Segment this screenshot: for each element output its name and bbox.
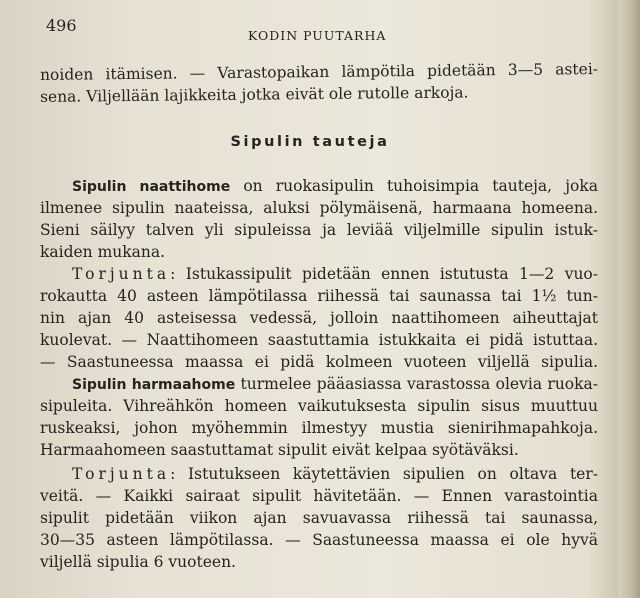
text-line: ruskeaksi, johon myöhemmin ilmestyy mustia sienirihmapahkoja. — [40, 419, 598, 437]
text-line: kuolevat. — Naattihomeen saastuttamia istukkaita ei pidä istuttaa. — [40, 331, 598, 349]
text-span: on ruokasipulin tuhoisimpia tauteja, joka — [230, 177, 598, 195]
text-line: nin ajan 40 asteisessa vedessä, jolloin naattihomeen aiheuttajat — [40, 309, 598, 327]
text-line: sipuleita. Vihreähkön homeen vaikutuksesta sipulin sisus muuttuu — [40, 397, 598, 415]
text-span: : Istutukseen käytettävien sipulien on oltava ter- — [170, 465, 598, 483]
paragraph-line — [40, 464, 598, 484]
paragraph-line — [40, 374, 598, 395]
running-header: KODIN PUUTARHA — [248, 28, 387, 43]
text-line: sena. Viljellään lajikkeita jotka eivät ole rutolle arkoja. — [39, 83, 469, 106]
text-line: Harmaahomeen saastuttamat sipulit eivät kelpaa syötäväksi. — [40, 441, 519, 459]
spaced-term: Torjunta — [72, 465, 171, 483]
text-line: 30—35 asteen lämpötilassa. — Saastuneessa maassa ei ole hyvä — [40, 531, 598, 549]
text-line: sipulit pidetään viikon ajan savuavassa riihessä tai saunassa, — [40, 509, 598, 527]
page-number: 496 — [46, 16, 77, 35]
text-line: Sieni säilyy talven yli sipuleissa ja leviää viljelmille sipulin istuk- — [40, 221, 598, 239]
text-span: : Istukassipulit pidetään ennen istutusta 1—2 vuo- — [170, 265, 598, 283]
term-bold: Sipulin naattihome — [72, 179, 231, 195]
paragraph-line — [40, 264, 598, 284]
text-line: noiden itämisen. — Varastopaikan lämpötila pidetään 3—5 astei- — [39, 60, 599, 84]
spaced-term: Torjunta — [72, 265, 171, 283]
text-line: veitä. — Kaikki sairaat sipulit hävitetään. — Ennen varastointia — [40, 487, 598, 505]
section-heading: Sipulin tauteja — [230, 134, 390, 150]
text-line: kaiden mukana. — [40, 243, 166, 261]
text-line: — Saastuneessa maassa ei pidä kolmeen vuoteen viljellä sipulia. — [40, 353, 598, 371]
text-line: viljellä sipulia 6 vuoteen. — [40, 553, 236, 571]
term-bold: Sipulin harmaahome — [72, 377, 236, 393]
text-line: ilmenee sipulin naateissa, aluksi pölymäisenä, harmaana homeena. — [40, 199, 598, 217]
book-page-edge — [618, 0, 640, 598]
text-line: rokautta 40 asteen lämpötilassa riihessä tai saunassa tai 1½ tun- — [40, 287, 598, 305]
text-span: turmelee pääasiassa varastossa olevia ruoka- — [235, 375, 598, 393]
paragraph-line — [40, 176, 598, 197]
